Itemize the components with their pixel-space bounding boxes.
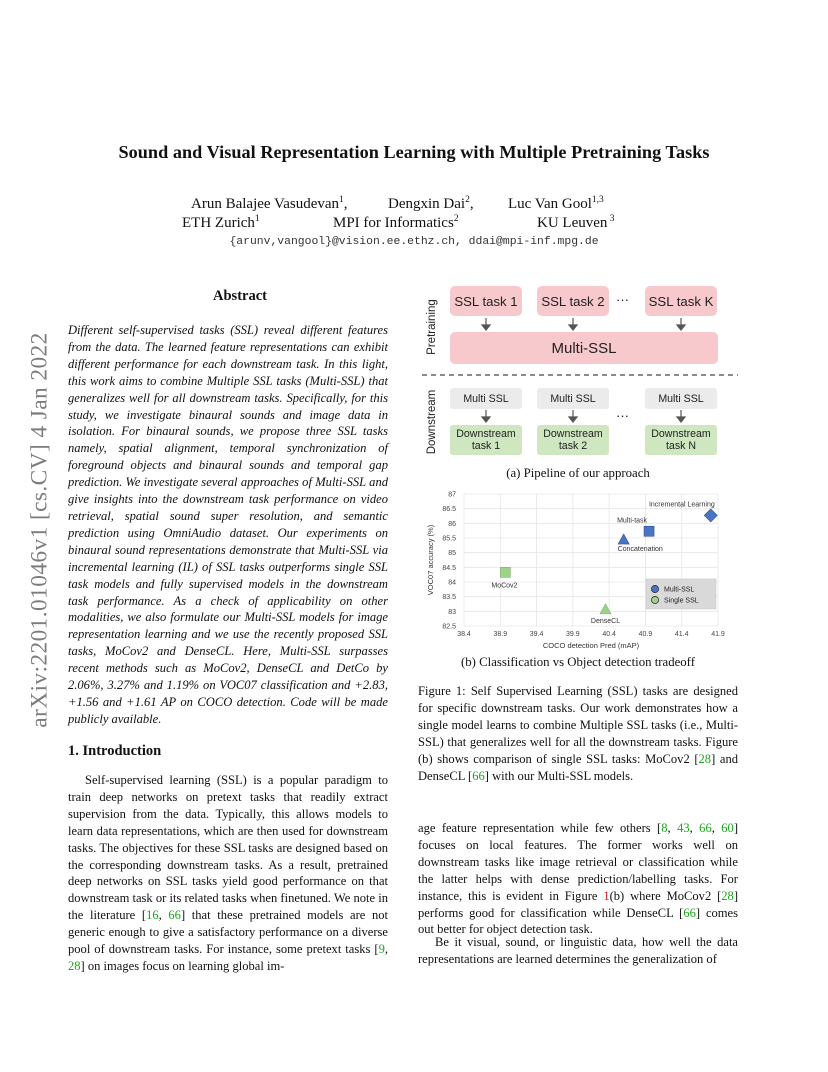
citation-link[interactable]: 16 xyxy=(146,908,159,923)
paper-title: Sound and Visual Representation Learning with Multiple Pretraining Tasks xyxy=(118,142,710,162)
citation-link[interactable]: 28 xyxy=(721,888,734,903)
affiliation-3: KU Leuven $^3$ xyxy=(537,214,615,231)
y-tick-label: 85 xyxy=(448,550,456,558)
intro-paragraph-1-continued: age feature representation while few others [8, 43, 66, 60] focuses on local features. The former works well on downstream tasks like image retrieval or classification while the latter helps with dense prediction/labelling tasks. For instance, this is evident in Figure 1(b) where MoCov2 [28] performs good for classification while DenseCL [66] comes out better for object detection task. xyxy=(418,821,738,937)
citation-link[interactable]: 9 xyxy=(378,942,385,957)
point-incremental-learning xyxy=(704,509,717,522)
section-heading-introduction: 1. Introduction xyxy=(68,743,162,759)
y-tick-label: 82.5 xyxy=(442,623,456,631)
citation-link[interactable]: 28 xyxy=(698,751,712,766)
subcaption-b: (b) Classification vs Object detection tradeoff xyxy=(461,655,695,669)
point-mocov2 xyxy=(500,567,510,577)
arxiv-stamp xyxy=(20,300,60,760)
y-axis-label: VOC07 accuracy (%) xyxy=(426,524,435,596)
y-tick-label: 84.5 xyxy=(442,564,456,572)
multi-ssl-box: Multi-SSL xyxy=(450,332,718,364)
abstract-text: Different self-supervised tasks (SSL) reveal different features from the data. The learned feature representations can exhibit different performance for each downstream task. In this light, this work aims to combine Multiple SSL tasks (Multi-SSL) that generalizes well for all downstream tasks. Specifically, for this study, we investigate binaural sounds and image data in isolation. For binaural sounds, we propose three SSL tasks namely, spatial alignment, temporal synchronization of foreground objects and binaural sounds and temporal gap prediction. We investigate several approaches of Multi-SSL and give insights into the downstream task performance on video retrieval, spatial sound super resolution, and semantic prediction using OmniAudio dataset. Our experiments on binaural sound representations demonstrate that Multi-SSL via incremental learning (IL) of SSL tasks outperforms single SSL task models and fully supervised models in the downstream task performance. As a check of applicability on other modalities, we also formulate our Multi-SSL models for image representation learning and we use the recently proposed SSL tasks, MoCov2 and DenseCL. Here, Multi-SSL surpasses recent methods such as MoCov2, DenseCL and DetCo by 2.06%, 3.27% and 1.19% on VOC07 classification and +2.83, +1.56 and +1.61 AP on COCO detection. Code will be made publicly available. xyxy=(68,323,388,726)
intro-paragraph-2: Be it visual, sound, or linguistic data, how well the data representations are learned determines the generalization of xyxy=(418,935,738,966)
point-label: DenseCL xyxy=(590,617,621,625)
affiliation-1: ETH Zurich$^1$ xyxy=(182,214,260,231)
citation-link[interactable]: 66 xyxy=(168,908,181,923)
tradeoff-chart xyxy=(418,486,738,656)
tradeoff-chart-svg xyxy=(418,486,738,656)
point-multi-task xyxy=(644,526,654,536)
citation-link[interactable]: 43 xyxy=(677,821,690,835)
legend-label: Multi-SSL xyxy=(664,586,695,594)
x-tick-label: 40.9 xyxy=(638,631,653,638)
figure-ref-link[interactable]: 1 xyxy=(603,888,610,903)
author-2: Dengxin Dai$^2$, xyxy=(388,195,474,212)
x-tick-label: 40.4 xyxy=(602,631,616,638)
subcaption-a: (a) Pipeline of our approach xyxy=(506,466,650,480)
legend-box xyxy=(646,579,716,609)
citation-link[interactable]: 28 xyxy=(68,958,81,973)
multi-ssl-small-box-1: Multi SSL xyxy=(450,388,522,409)
multi-ssl-small-box-3: Multi SSL xyxy=(645,388,717,409)
point-label: MoCov2 xyxy=(491,582,518,590)
downstream-task-n-box: Downstream task N xyxy=(645,425,717,455)
x-tick-label: 41.9 xyxy=(711,631,725,638)
author-emails: {arunv,vangool}@vision.ee.ethz.ch, ddai@mpi-inf.mpg.de xyxy=(229,236,599,248)
ellipsis-top: ··· xyxy=(616,292,629,307)
arxiv-id: arXiv:2201.01046v1 [cs.CV] 4 Jan 2022 xyxy=(26,332,53,728)
y-tick-label: 86.5 xyxy=(442,506,456,514)
x-tick-label: 38.4 xyxy=(457,631,471,638)
y-tick-label: 83.5 xyxy=(442,594,456,602)
citation-link[interactable]: 66 xyxy=(683,905,696,920)
abstract-heading: Abstract xyxy=(213,288,267,304)
x-tick-label: 41.4 xyxy=(674,631,689,638)
citation-link[interactable]: 8 xyxy=(661,821,668,835)
citation-link[interactable]: 66 xyxy=(699,821,712,835)
legend-marker-multi-ssl xyxy=(651,585,658,592)
multi-ssl-small-box-2: Multi SSL xyxy=(537,388,609,409)
x-tick-label: 38.9 xyxy=(493,631,508,638)
downstream-task-2-box: Downstream task 2 xyxy=(537,425,609,455)
x-tick-label: 39.4 xyxy=(529,631,544,638)
pipeline-diagram xyxy=(410,282,750,462)
y-tick-label: 86 xyxy=(448,520,456,528)
x-tick-label: 39.9 xyxy=(566,631,580,638)
y-tick-label: 85.5 xyxy=(442,535,456,543)
pretraining-label: Pretraining xyxy=(426,299,438,355)
ellipsis-bottom: ··· xyxy=(616,408,629,423)
legend-label: Single SSL xyxy=(664,597,699,605)
y-tick-label: 83 xyxy=(448,608,456,616)
point-label: Incremental Learning xyxy=(648,501,715,509)
affiliation-2: MPI for Informatics$^2$ xyxy=(333,214,459,231)
x-axis-label: COCO detection Pred (mAP) xyxy=(542,641,640,650)
citation-link[interactable]: 60 xyxy=(721,821,734,835)
point-label: Concatenation xyxy=(617,546,663,554)
author-1: Arun Balajee Vasudevan$^1$, xyxy=(191,195,348,212)
intro-paragraph-1: Self-supervised learning (SSL) is a popular paradigm to train deep networks on pretext tasks that readily extract supervision from the data. Typically, this allows models to learn data representations, which are then used for downstream tasks. The objectives for these SSL tasks are designed based on the corresponding downstream tasks. As a result, pretrained deep networks on SSL tasks yield good performance on that downstream task or its related tasks when finetuned. We note in the literature [16, 66] that these pretrained models are not generic enough to give a satisfactory performance on a diverse pool of downstream tasks. For instance, some pretext tasks [9, 28] on images focus on learning global im- xyxy=(68,773,389,973)
downstream-task-1-box: Downstream task 1 xyxy=(450,425,522,455)
figure-caption: Figure 1: Self Supervised Learning (SSL) tasks are designed for specific downstream tasks. Our work demonstrates how a single model learns to combine Multiple SSL tasks (i.e., Multi-SSL) that generalizes well for all the downstream tasks. Figure (b) shows comparison of single SSL tasks: MoCov2 [28] and DenseCL [66] with our Multi-SSL models. xyxy=(418,684,739,783)
ssl-task-1-box: SSL task 1 xyxy=(450,286,522,316)
citation-link[interactable]: 66 xyxy=(472,768,485,783)
downstream-label: Downstream xyxy=(426,389,438,455)
ssl-task-2-box: SSL task 2 xyxy=(537,286,609,316)
point-label: Multi-task xyxy=(617,517,648,525)
point-concatenation xyxy=(618,534,629,544)
author-3: Luc Van Gool$^{1,3}$ xyxy=(508,195,604,212)
y-tick-label: 84 xyxy=(448,579,456,587)
ssl-task-k-box: SSL task K xyxy=(645,286,717,316)
y-tick-label: 87 xyxy=(448,491,456,499)
legend-marker-single-ssl xyxy=(651,596,658,603)
